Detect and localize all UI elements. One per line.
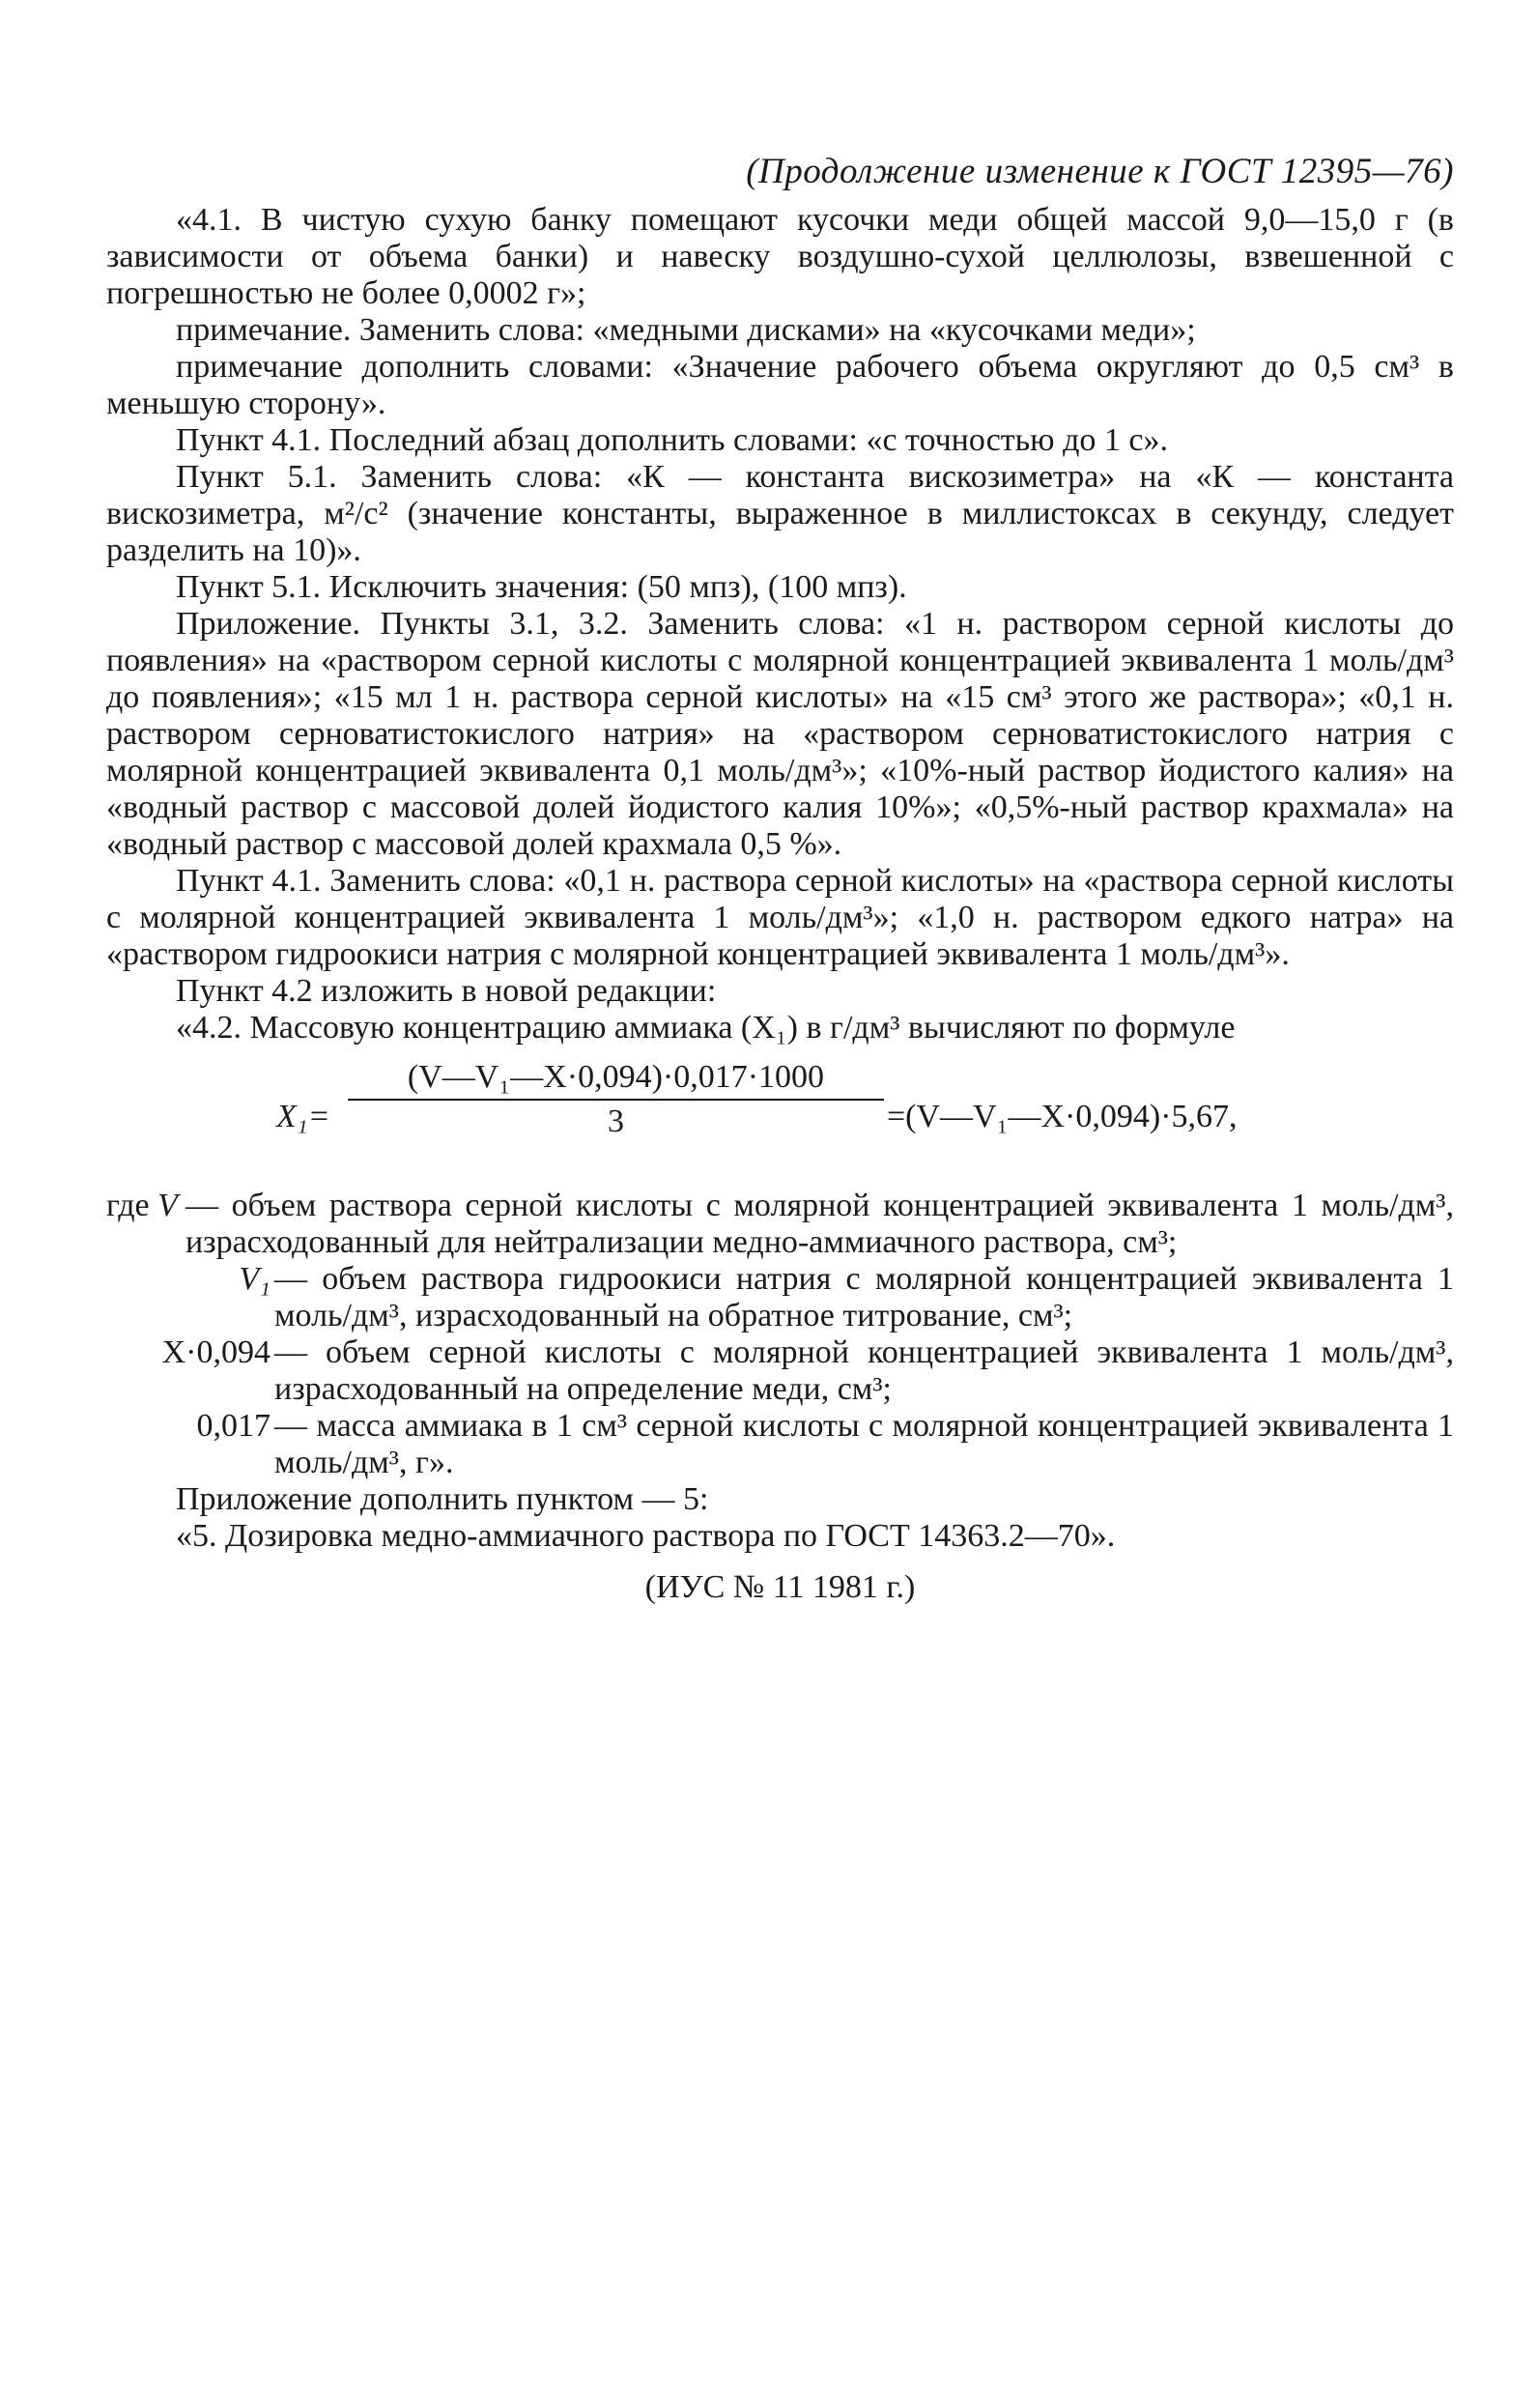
paragraph-clause-4-2-intro: Пункт 4.2 изложить в новой редакции:	[176, 973, 717, 1009]
paragraph-clause-4-1: Пункт 4.1. Последний абзац дополнить словами: «с точностью до 1 с».	[176, 422, 1168, 458]
paragraph-clause-5-1-replace: Пункт 5.1. Заменить слова: «К — константа вискозиметра» на «К — константа вискозиметра, м²/с² (значение константы, выраженное в миллистоксах в секунду, следует разделить на 10)».	[106, 459, 1454, 568]
definition-term: 0,017	[196, 1408, 271, 1444]
definition-lead: где	[106, 1188, 150, 1223]
definition-symbol: V₁	[239, 1261, 271, 1297]
definition-text: — объем раствора серной кислоты с молярной концентрацией эквивалента 1 моль/дм³, израсходованный для нейтрализации медно-аммиачного раствора, см³;	[185, 1188, 1454, 1260]
fraction-bar	[348, 1099, 884, 1101]
formula-definitions	[106, 1188, 1454, 1481]
definition-term: X·0,094	[161, 1334, 271, 1370]
definition-0017	[106, 1408, 1454, 1481]
document-page	[106, 150, 1454, 1607]
page-header: (Продолжение изменение к ГОСТ 12395—76)	[746, 152, 1454, 191]
definition-x-0094	[106, 1334, 1454, 1408]
paragraph-note-append: примечание дополнить словами: «Значение рабочего объема округляют до 0,5 см³ в меньшую сторону».	[106, 349, 1454, 421]
definition-term	[106, 1188, 178, 1224]
definition-text: — масса аммиака в 1 см³ серной кислоты с молярной концентрацией эквивалента 1 моль/дм³, г».	[274, 1408, 1454, 1480]
definition-v1	[106, 1261, 1454, 1334]
paragraph-clause-5: «5. Дозировка медно-аммиачного раствора по ГОСТ 14363.2—70».	[176, 1518, 1116, 1554]
definition-term	[106, 1261, 271, 1298]
formula-fraction	[348, 1058, 884, 1141]
formula-numerator: (V—V₁—X·0,094)·0,017·1000	[407, 1059, 825, 1095]
definition-symbol: V	[157, 1188, 178, 1223]
paragraph-clause-4-1-replace: Пункт 4.1. Заменить слова: «0,1 н. раствора серной кислоты» на «раствора серной кислоты с молярной концентрацией эквивалента 1 моль/дм³»; «1,0 н. раствором едкого натра» на «раствором гидроокиси натрия с молярной концентрацией эквивалента 1 моль/дм³».	[106, 863, 1454, 972]
paragraph-note-replace: примечание. Заменить слова: «медными дисками» на «кусочками меди»;	[176, 312, 1196, 348]
formula-denominator: 3	[608, 1104, 624, 1139]
definition-text: — объем серной кислоты с молярной концентрацией эквивалента 1 моль/дм³, израсходованный на определение меди, см³;	[274, 1334, 1454, 1407]
ammonia-formula	[106, 1056, 1454, 1182]
definition-text: — объем раствора гидроокиси натрия с молярной концентрацией эквивалента 1 моль/дм³, израсходованный на обратное титрование, см³;	[274, 1261, 1454, 1333]
definition-v	[106, 1188, 1454, 1261]
paragraph-appendix-add: Приложение дополнить пунктом — 5:	[176, 1481, 709, 1517]
paragraph-clause-5-1-exclude: Пункт 5.1. Исключить значения: (50 мпз), (100 мпз).	[176, 569, 907, 605]
formula-rhs: =(V—V₁—X·0,094)·5,67,	[887, 1099, 1238, 1134]
paragraph-appendix-3: Приложение. Пункты 3.1, 3.2. Заменить слова: «1 н. раствором серной кислоты до появления» на «раствором серной кислоты с молярной концентрацией эквивалента 1 моль/дм³ до появления»; «15 мл 1 н. раствора серной кислоты» на «15 см³ этого же раствора»; «0,1 н. раствором серноватистокислого натрия» на «раствором серноватистокислого натрия с молярной концентрацией эквивалента 0,1 моль/дм³»; «10%-ный раствор йодистого калия» на «водный раствор с массовой долей йодистого калия 10%»; «0,5%-ный раствор крахмала» на «водный раствор с массовой долей крахмала 0,5 %».	[106, 606, 1454, 862]
paragraph-4-1-text: «4.1. В чистую сухую банку помещают кусочки меди общей массой 9,0—15,0 г (в зависимости от объема банки) и навеску воздушно-сухой целлюлозы, взвешенной с погрешностью не более 0,0002 г»;	[106, 202, 1454, 311]
formula-lhs: X₁=	[276, 1099, 330, 1134]
paragraph-clause-4-2-text: «4.2. Массовую концентрацию аммиака (X₁) в г/дм³ вычисляют по формуле	[176, 1010, 1236, 1046]
source-reference: (ИУС № 11 1981 г.)	[644, 1569, 916, 1605]
